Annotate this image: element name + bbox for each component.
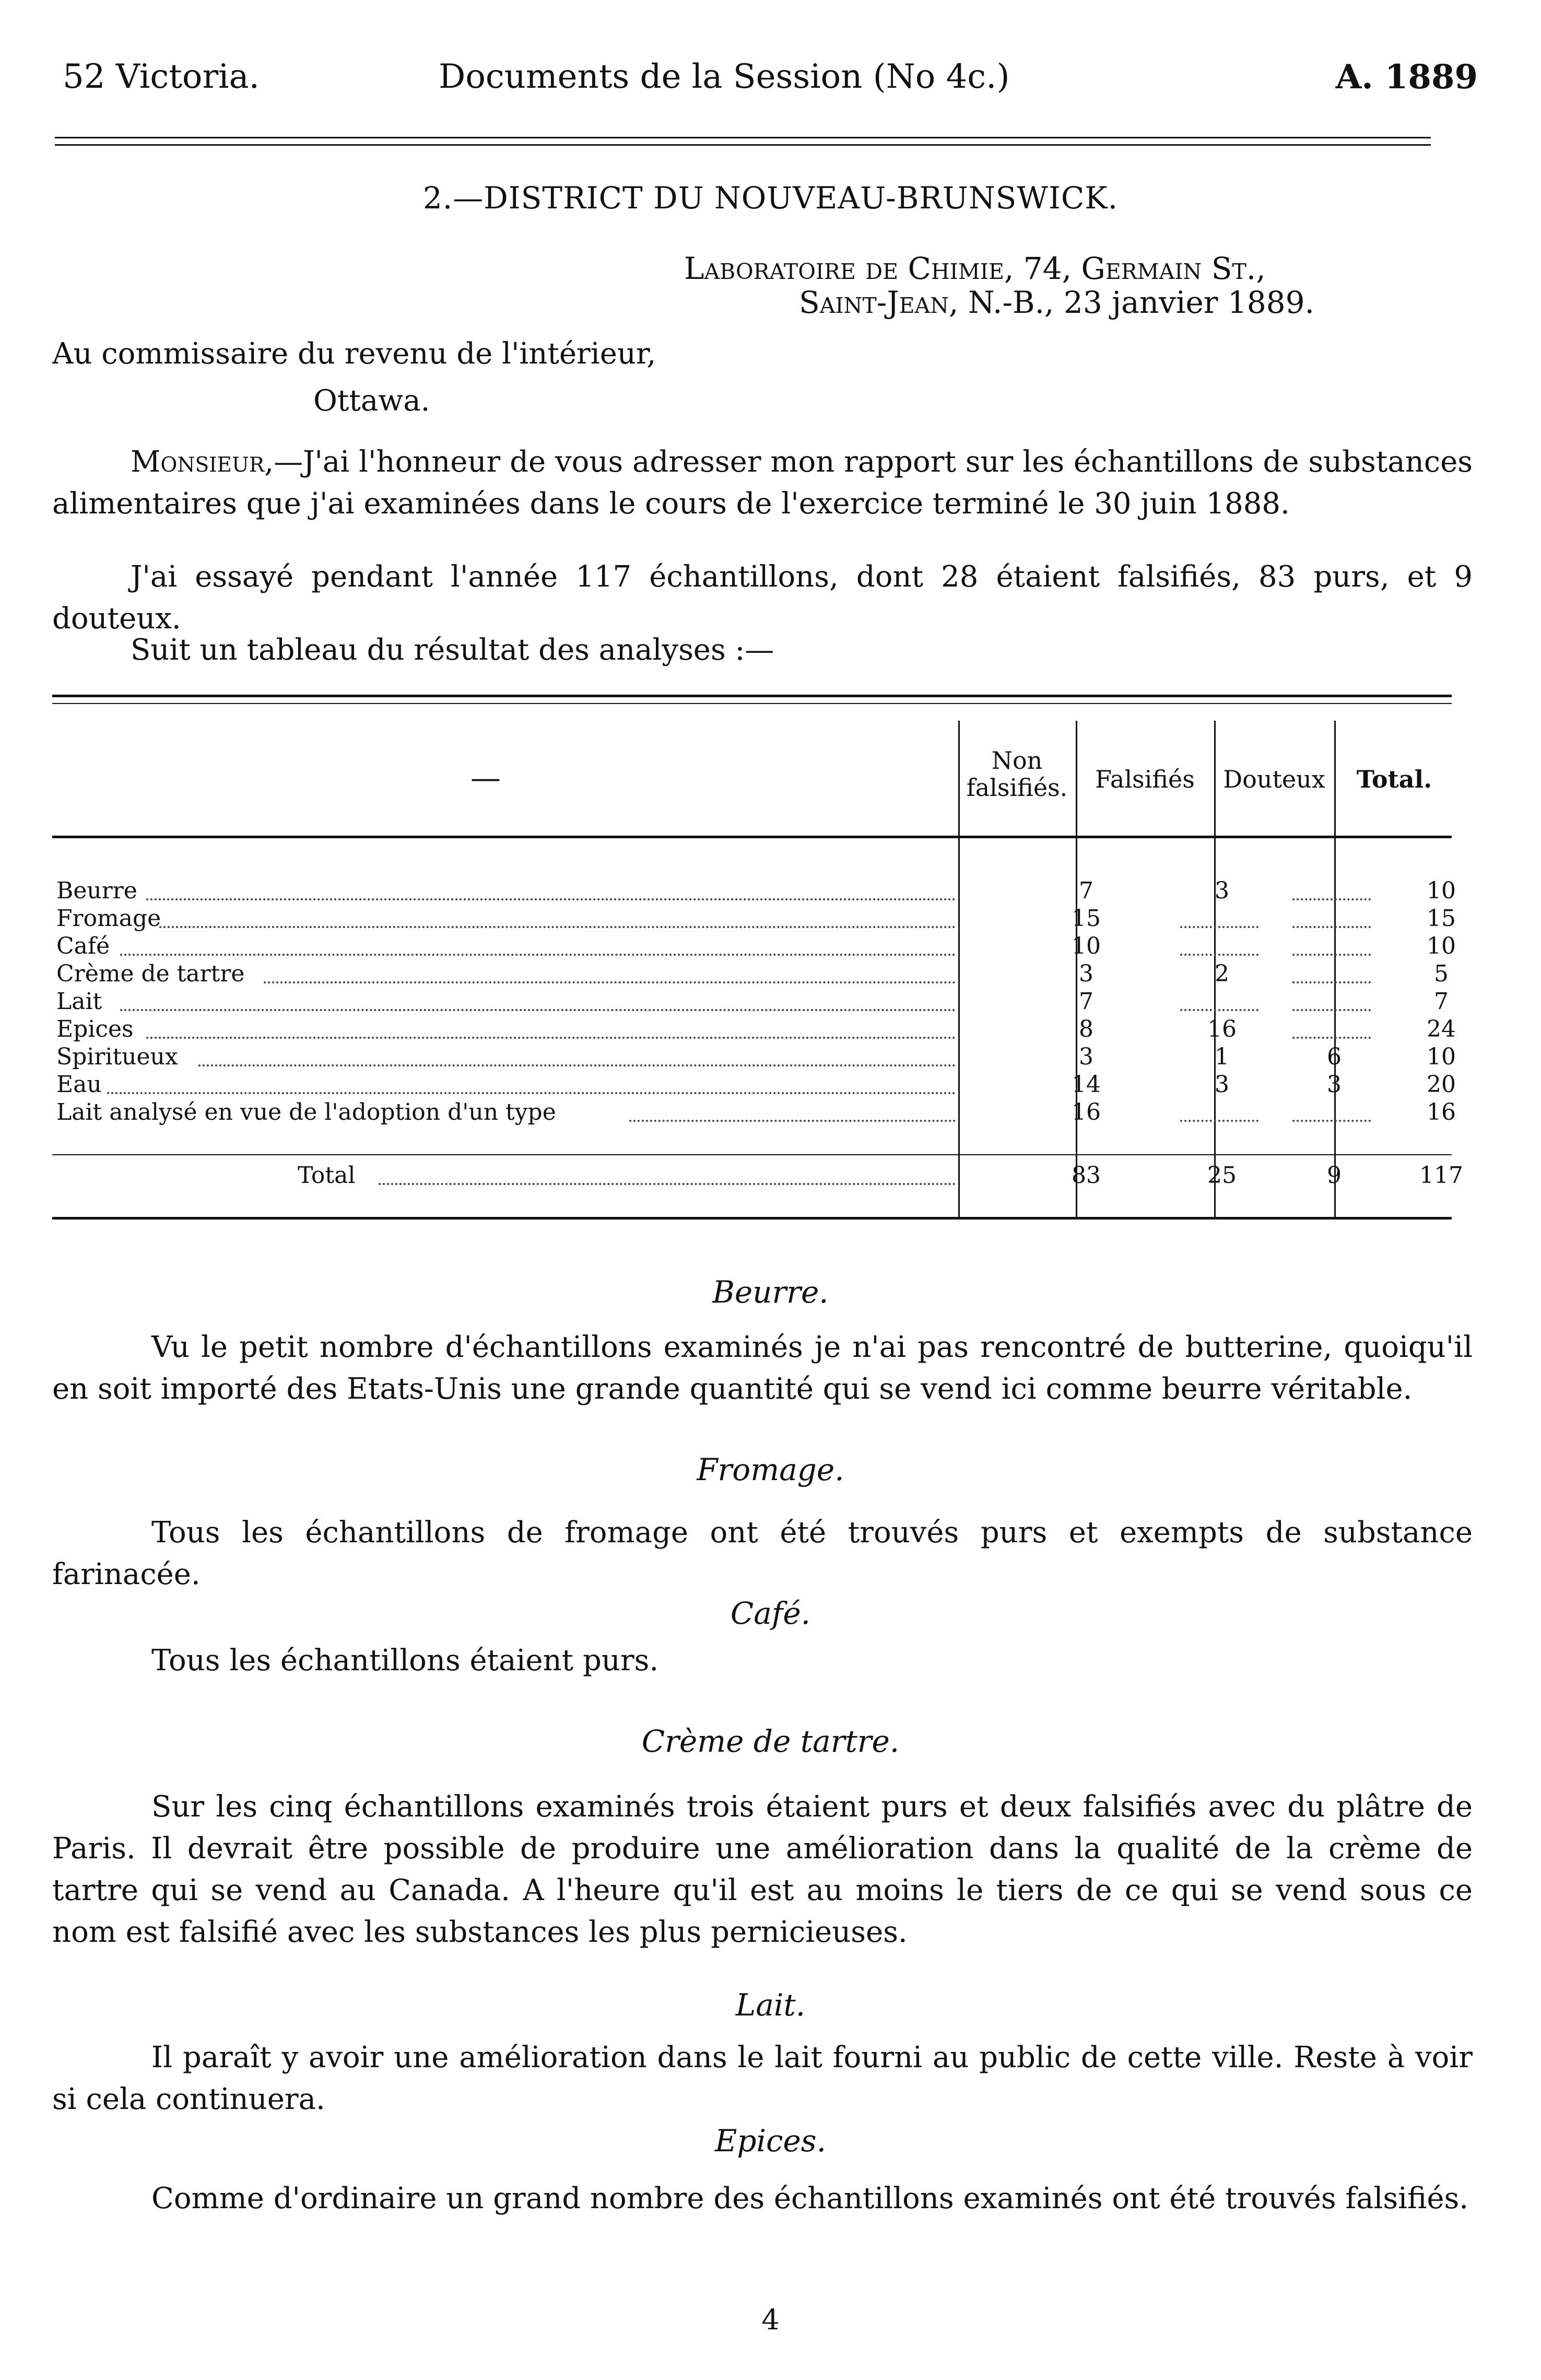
cell-non-falsifies: 16 — [1072, 1099, 1101, 1125]
cell-non-falsifies: 14 — [1072, 1071, 1101, 1098]
cell-falsifies — [1180, 933, 1258, 956]
cell-non-falsifies: 15 — [1072, 905, 1101, 932]
section-title-epices: Epices. — [714, 2123, 827, 2159]
leader-dots — [264, 960, 956, 983]
header-rule-double — [55, 144, 1431, 146]
section-title-cafe: Café. — [730, 1596, 811, 1631]
header-rule — [55, 137, 1431, 138]
row-label: Crème de tartre — [56, 960, 245, 987]
table-row — [52, 960, 1452, 989]
col-header-douteux: Douteux — [1223, 765, 1325, 793]
cell-falsifies — [1180, 988, 1258, 1011]
total-non-falsifies: 83 — [1072, 1162, 1101, 1189]
cell-falsifies: 2 — [1215, 960, 1229, 987]
cell-non-falsifies: 10 — [1072, 933, 1101, 959]
cell-non-falsifies: 3 — [1079, 960, 1093, 987]
table-top-rule — [52, 695, 1452, 697]
leader-dots — [120, 988, 956, 1011]
cell-douteux — [1292, 960, 1371, 983]
leader-dots — [146, 1016, 956, 1039]
cell-total: 15 — [1427, 905, 1456, 932]
row-label: Beurre — [56, 877, 137, 904]
leader-dots — [629, 1099, 956, 1122]
running-header — [52, 57, 1488, 104]
table-sum-rule — [52, 1154, 1452, 1155]
section-title-beurre: Beurre. — [712, 1274, 829, 1310]
section-title-creme: Crème de tartre. — [641, 1724, 900, 1759]
cell-falsifies: 3 — [1215, 877, 1229, 904]
letterhead-laboratory: Laboratoire de Chimie, 74, Germain St., — [684, 251, 1266, 286]
table-row — [52, 933, 1456, 961]
cell-non-falsifies: 3 — [1079, 1044, 1093, 1070]
row-label: Eau — [56, 1071, 102, 1098]
letter-paragraph-3: Suit un tableau du résultat des analyses :— — [131, 633, 774, 667]
col-header-falsifies: Falsifiés — [1095, 765, 1195, 793]
district-title: 2.—DISTRICT DU NOUVEAU-BRUNSWICK. — [422, 180, 1119, 216]
row-label: Epices — [56, 1016, 134, 1042]
col-header-total: Total. — [1356, 765, 1432, 793]
section-text-lait: Il paraît y avoir une amélioration dans le lait fourni au public de cette ville. Reste à voir si cela continuera. — [52, 2041, 1473, 2116]
section-text-fromage: Tous les échantillons de fromage ont été trouvés purs et exempts de substance farinacée. — [52, 1516, 1473, 1591]
section-title-fromage: Fromage. — [697, 1452, 844, 1487]
cell-falsifies: 3 — [1215, 1071, 1229, 1098]
cell-total: 24 — [1427, 1016, 1456, 1042]
cell-douteux: 3 — [1327, 1071, 1342, 1098]
row-label: Café — [56, 933, 110, 959]
page-number: 4 — [761, 2303, 780, 2336]
cell-non-falsifies: 7 — [1079, 988, 1093, 1015]
row-label: Spiritueux — [56, 1044, 178, 1070]
cell-douteux — [1292, 933, 1371, 956]
cell-non-falsifies: 8 — [1079, 1016, 1093, 1042]
leader-dots — [120, 933, 956, 956]
cell-non-falsifies: 7 — [1079, 877, 1093, 904]
total-douteux: 9 — [1327, 1162, 1342, 1189]
cell-falsifies: 1 — [1215, 1044, 1229, 1070]
cell-douteux — [1292, 1099, 1371, 1122]
leader-dots — [107, 1071, 956, 1094]
cell-falsifies — [1180, 1099, 1258, 1122]
letterhead-date: N.-B., 23 janvier 1889. — [968, 285, 1314, 320]
total-total: 117 — [1419, 1162, 1463, 1189]
section-title-lait: Lait. — [735, 1987, 806, 2023]
cell-falsifies: 16 — [1207, 1016, 1237, 1042]
cell-total: 10 — [1427, 1044, 1456, 1070]
addressee-line: Au commissaire du revenu de l'intérieur, — [52, 337, 656, 371]
table-row — [52, 1016, 1456, 1044]
col-header-non-falsifies: Non falsifiés. — [966, 746, 1068, 802]
total-row-label: Total — [298, 1162, 356, 1189]
cell-douteux — [1292, 877, 1371, 900]
cell-douteux: 6 — [1327, 1044, 1342, 1070]
cell-total: 10 — [1427, 877, 1456, 904]
cell-douteux — [1292, 905, 1371, 928]
cell-falsifies — [1180, 905, 1258, 928]
header-year: A. 1889 — [1335, 57, 1478, 97]
row-label: Fromage — [56, 905, 161, 932]
row-label: Lait analysé en vue de l'adoption d'un type — [56, 1099, 556, 1125]
section-text-epices: Comme d'ordinaire un grand nombre des échantillons examinés ont été trouvés falsifiés. — [151, 2182, 1469, 2215]
table-header-rule — [52, 836, 1452, 838]
leader-dots — [159, 905, 956, 928]
table-row — [52, 1044, 1456, 1072]
paragraph-1-text: —J'ai l'honneur de vous adresser mon rapport sur les échantillons de substances alimentaires que j'ai examinées dans le cours de l'exercice terminé le 30 juin 1888. — [52, 445, 1473, 521]
header-documents-title: Documents de la Session (No 4c.) — [439, 57, 1010, 96]
leader-dots — [198, 1044, 956, 1066]
letter-paragraph-1 — [52, 441, 1473, 525]
cell-total: 7 — [1434, 988, 1449, 1015]
letter-paragraph-2: J'ai essayé pendant l'année 117 échantillons, dont 28 étaient falsifiés, 83 purs, et 9 douteux. — [52, 560, 1473, 636]
table-row — [52, 988, 1452, 1016]
section-text-beurre: Vu le petit nombre d'échantillons examinés je n'ai pas rencontré de butterine, quoiqu'il en soit importé des Etats-Unis une grande quantité qui se vend ici comme beurre véritable. — [52, 1330, 1473, 1406]
cell-total: 10 — [1427, 933, 1456, 959]
letterhead-place-date — [799, 285, 1314, 320]
leader-dots — [146, 877, 956, 900]
section-text-cafe: Tous les échantillons étaient purs. — [151, 1644, 659, 1678]
leader-dots — [379, 1162, 956, 1185]
letterhead-place: Saint-Jean, — [799, 285, 959, 320]
table-row — [52, 1071, 1456, 1099]
header-session-year: 52 Victoria. — [63, 57, 260, 96]
addressee-city: Ottawa. — [313, 384, 430, 418]
table-top-rule-inner — [52, 703, 1452, 704]
table-row — [52, 1099, 1456, 1127]
cell-total: 16 — [1427, 1099, 1456, 1125]
cell-total: 5 — [1434, 960, 1449, 987]
table-total-row — [52, 1162, 1463, 1193]
section-text-creme: Sur les cinq échantillons examinés trois étaient purs et deux falsifiés avec du plâtre de Paris. Il devrait être possible de produire une amélioration dans la qualité de la crème de tartre qui se vend au Canada. A l'heure qu'il est au moins le tiers de ce qui se vend sous ce nom est falsifié avec les substances les plus pernicieuses. — [52, 1790, 1473, 1949]
cell-total: 20 — [1427, 1071, 1456, 1098]
row-label: Lait — [56, 988, 102, 1015]
table-row — [52, 877, 1456, 906]
table-bottom-rule — [52, 1217, 1452, 1220]
salutation: Monsieur, — [131, 445, 274, 479]
table-row — [52, 905, 1456, 933]
cell-douteux — [1292, 988, 1371, 1011]
table-corner-dash: — — [470, 760, 501, 795]
cell-douteux — [1292, 1016, 1371, 1039]
total-falsifies: 25 — [1207, 1162, 1237, 1189]
